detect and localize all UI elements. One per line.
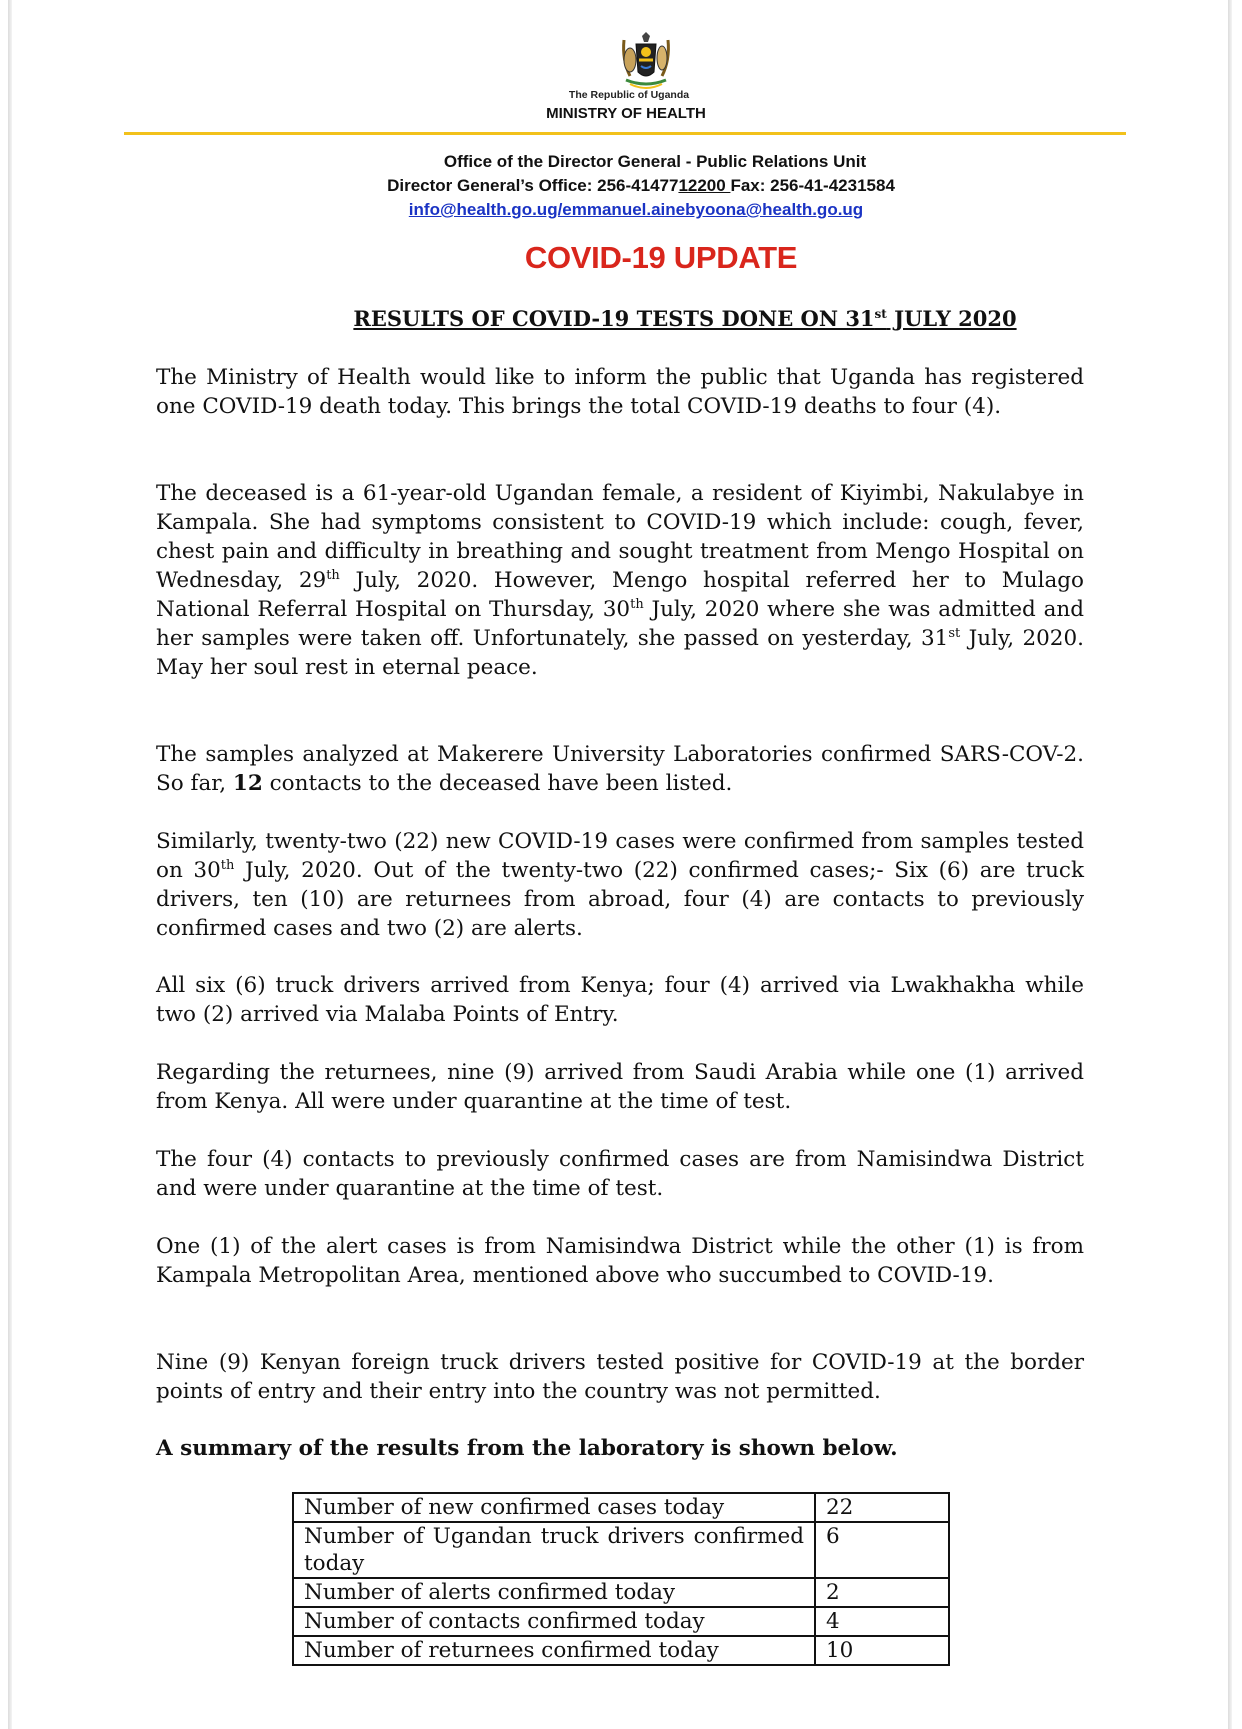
paragraph-returnees: Regarding the returnees, nine (9) arrived from Saudi Arabia while one (1) arrived from Kenya. All were under quarantine at the time of test. bbox=[156, 1060, 1084, 1114]
header-divider bbox=[124, 132, 1126, 135]
table-cell-label: Number of returnees confirmed today bbox=[293, 1636, 815, 1665]
phone-suffix: 12200 bbox=[678, 176, 731, 195]
table-cell-value: 22 bbox=[815, 1493, 949, 1522]
table-row bbox=[293, 1607, 949, 1636]
p4-text-a: Similarly, twenty-two (22) new COVID-19 cases were confirmed from samples tested on 30 bbox=[156, 829, 1084, 883]
table-cell-label: Number of alerts confirmed today bbox=[293, 1578, 815, 1607]
p2-sup-1: th bbox=[326, 567, 340, 583]
results-heading bbox=[0, 306, 1242, 331]
paragraph-alerts: One (1) of the alert cases is from Namisindwa District while the other (1) is from Kampala Metropolitan Area, mentioned above who succumbed to COVID-19. bbox=[156, 1234, 1084, 1288]
p3-text-b: contacts to the deceased have been listed. bbox=[262, 771, 733, 796]
p2-sup-2: th bbox=[630, 596, 644, 612]
republic-label: The Republic of Uganda bbox=[568, 89, 690, 101]
table-cell-value: 6 bbox=[815, 1522, 949, 1578]
office-line: Office of the Director General - Public Relations Unit bbox=[443, 152, 867, 171]
email-links[interactable]: info@health.go.ug/emmanuel.ainebyoona@health.go.ug bbox=[408, 200, 864, 219]
summary-table bbox=[292, 1492, 950, 1666]
paragraph-new-cases bbox=[156, 827, 1084, 943]
results-heading-text: RESULTS OF COVID-19 TESTS DONE ON 31 bbox=[353, 306, 875, 331]
p2-text-d: July, 2020. May her soul rest in eternal peace. bbox=[156, 626, 1085, 680]
table-cell-label: Number of contacts confirmed today bbox=[293, 1607, 815, 1636]
ministry-label: MINISTRY OF HEALTH bbox=[546, 105, 706, 122]
paragraph-samples bbox=[156, 740, 1084, 798]
p3-contacts-count: 12 bbox=[232, 771, 263, 796]
paragraph-death-announcement: The Ministry of Health would like to inform the public that Uganda has registered one COVID-19 death today. This brings the total COVID-19 deaths to four (4). bbox=[156, 365, 1084, 419]
table-row bbox=[293, 1522, 949, 1578]
contact-line bbox=[0, 176, 1242, 196]
fax-number: Fax: 256-41-4231584 bbox=[730, 176, 895, 195]
results-heading-month: JULY 2020 bbox=[886, 306, 1017, 331]
paragraph-truck-drivers: All six (6) truck drivers arrived from Kenya; four (4) arrived via Lwakhakha while two (2) arrived via Malaba Points of Entry. bbox=[156, 973, 1084, 1027]
p2-text-c: July, 2020 where she was admitted and her samples were taken off. Unfortunately, she passed on yesterday, 31 bbox=[156, 597, 1084, 651]
p4-sup: th bbox=[220, 857, 235, 873]
p4-text-b: July, 2020. Out of the twenty-two (22) confirmed cases;- Six (6) are truck drivers, ten (10) are returnees from abroad, four (4) are contacts to previously confirmed cases and two (2) are alerts. bbox=[156, 858, 1085, 941]
table-cell-value: 4 bbox=[815, 1607, 949, 1636]
table-row bbox=[293, 1578, 949, 1607]
phone-prefix: Director General’s Office: 256-41477 bbox=[387, 176, 679, 195]
p3-text-a: The samples analyzed at Makerere University Laboratories confirmed SARS-COV-2. So far, bbox=[156, 742, 1084, 796]
p2-text-b: July, 2020. However, Mengo hospital referred her to Mulago National Referral Hospital on Thursday, 30 bbox=[156, 568, 1084, 622]
document-title: COVID-19 UPDATE bbox=[524, 240, 798, 275]
paragraph-kenyan-drivers: Nine (9) Kenyan foreign truck drivers tested positive for COVID-19 at the border points of entry and their entry into the country was not permitted. bbox=[156, 1350, 1084, 1404]
results-heading-sup: st bbox=[874, 307, 887, 321]
table-cell-label: Number of Ugandan truck drivers confirmed today bbox=[293, 1522, 815, 1578]
table-cell-value: 10 bbox=[815, 1636, 949, 1665]
p2-sup-3: st bbox=[948, 625, 961, 641]
summary-title: A summary of the results from the laboratory is shown below. bbox=[156, 1436, 898, 1461]
coat-of-arms-icon bbox=[616, 30, 676, 92]
table-cell-value: 2 bbox=[815, 1578, 949, 1607]
table-cell-label: Number of new confirmed cases today bbox=[293, 1493, 815, 1522]
paragraph-contacts: The four (4) contacts to previously confirmed cases are from Namisindwa District and were under quarantine at the time of test. bbox=[156, 1147, 1084, 1201]
table-row bbox=[293, 1636, 949, 1665]
table-row bbox=[293, 1493, 949, 1522]
paragraph-deceased-details bbox=[156, 479, 1084, 682]
p2-text-a: The deceased is a 61-year-old Ugandan female, a resident of Kiyimbi, Nakulabye in Kampala. She had symptoms consistent to COVID-19 which include: cough, fever, chest pain and difficulty in breathing and sought treatment from Mengo Hospital on Wednesday, 29 bbox=[156, 481, 1084, 593]
